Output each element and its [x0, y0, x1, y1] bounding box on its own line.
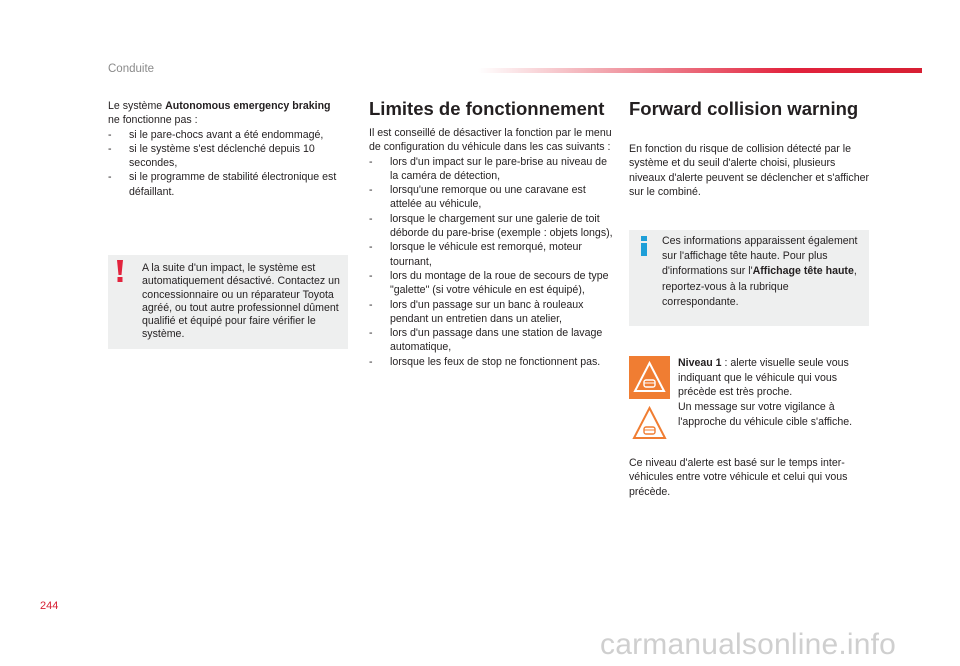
- list-item: - lorsque le chargement sur une galerie de toit déborde du pare-brise (exemple : objets longs),: [369, 212, 614, 241]
- info-text: Ces informations apparaissent également sur l'affichage tête haute. Pour plus d'informations sur l'Affichage tête haute, reportez-vous à la rubrique correspondante.: [662, 235, 858, 308]
- list-item: - lorsque les feux de stop ne fonctionnent pas.: [369, 355, 614, 369]
- limits-list: [369, 155, 614, 369]
- info-icon: [637, 236, 651, 256]
- fcw-note: Ce niveau d'alerte est basé sur le temps inter-véhicules entre votre véhicule et celui qui vous précède.: [629, 457, 848, 498]
- list-item: - lors d'un impact sur le pare-brise au niveau de la caméra de détection,: [369, 155, 614, 184]
- fcw-title: Forward collision warning: [629, 98, 859, 119]
- exclamation-icon: [113, 259, 127, 283]
- list-item: - lors du montage de la roue de secours de type "galette" (si votre véhicule en est équipé),: [369, 269, 614, 298]
- list-item: - si le programme de stabilité électronique est défaillant.: [108, 170, 353, 199]
- aeb-conditions-list: [108, 128, 353, 199]
- list-item: - lors d'un passage dans une station de lavage automatique,: [369, 326, 614, 355]
- collision-warning-outline-icon: [630, 404, 669, 443]
- limits-content: [369, 126, 614, 369]
- list-item: - si le système s'est déclenché depuis 10 secondes,: [108, 142, 353, 171]
- fcw-intro: En fonction du risque de collision détecté par le système et du seuil d'alerte choisi, plusieurs niveaux d'alerte peuvent se déclencher et s'afficher sur le combiné.: [629, 143, 870, 198]
- aeb-conditions: [108, 99, 353, 199]
- collision-warning-icon: [629, 356, 670, 399]
- limits-intro: Il est conseillé de désactiver la fonction par le menu de configuration du véhicule dans les cas suivants :: [369, 127, 612, 154]
- watermark: carmanualsonline.info: [600, 628, 897, 661]
- limits-title: Limites de fonctionnement: [369, 98, 605, 119]
- list-item: - lors d'un passage sur un banc à rouleaux pendant un entretien dans un atelier,: [369, 298, 614, 327]
- page-number: 244: [40, 600, 59, 612]
- aeb-intro: Le système Autonomous emergency braking ne fonctionne pas :: [108, 100, 331, 127]
- header-section-title: Conduite: [108, 63, 155, 75]
- level1-text: Niveau 1 : alerte visuelle seule vous indiquant que le véhicule qui vous précède est très proche. Un message sur votre vigilance à l'approche du véhicule cible s'affiche.: [678, 357, 853, 428]
- list-item: - lorsque le véhicule est remorqué, moteur tournant,: [369, 240, 614, 269]
- header-rule: [478, 68, 922, 73]
- list-item: - si le pare-chocs avant a été endommagé,: [108, 128, 353, 142]
- list-item: - lorsqu'une remorque ou une caravane est attelée au véhicule,: [369, 183, 614, 212]
- warning-text: A la suite d'un impact, le système est automatiquement désactivé. Contactez un concessionnaire ou un réparateur Toyota agréé, ou tout autre professionnel dûment qualifié et équipé pour faire vérifier le système.: [142, 262, 340, 341]
